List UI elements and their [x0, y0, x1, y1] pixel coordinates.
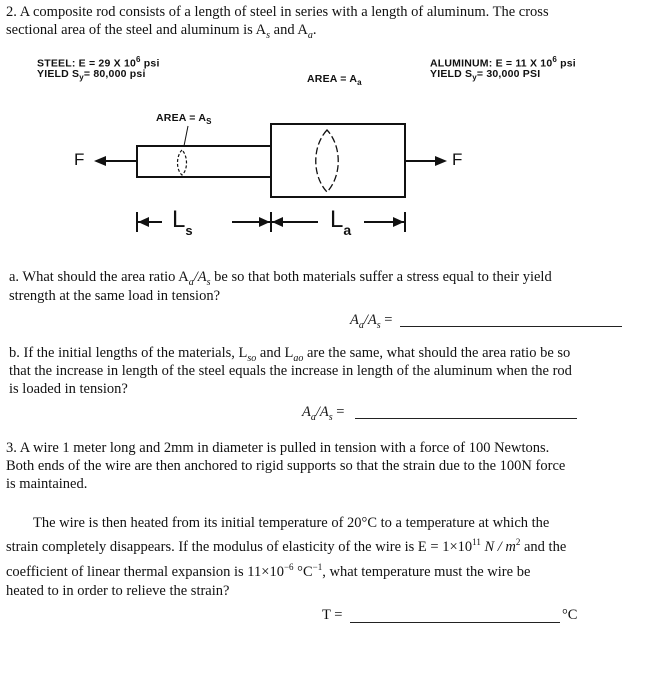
force-right-label: F [452, 150, 463, 169]
ls-arrow-left [138, 217, 149, 227]
steel-yield: YIELD $S_y= 80,000$ psi [37, 68, 146, 83]
part-b-answer-label: $A_a/A_s$ = [302, 404, 345, 423]
force-left-label: F [74, 150, 85, 169]
area-a-label: AREA = $A_a$ [307, 73, 362, 88]
steel-cross-section [178, 150, 187, 175]
area-s-label: AREA = $A_S$ [156, 112, 212, 127]
problem3-answer-blank[interactable] [350, 622, 560, 623]
part-b-question-line2: that the increase in length of the steel equals the increase in length of the aluminum when the rod [9, 363, 572, 379]
problem3-para2-line2: strain completely disappears. If the modulus of elasticity of the wire is $E = 1\times 10^{11}$ N / $m^2$ and the [6, 537, 567, 555]
problem3-line2: Both ends of the wire are then anchored to rigid supports so that the strain due to the 100N force [6, 458, 566, 474]
problem2-intro-line2: sectional area of the steel and aluminum is $A_s$ and $A_a$. [6, 22, 317, 41]
problem3-line1: 3. A wire 1 meter long and 2mm in diameter is pulled in tension with a force of 100 Newtons. [6, 440, 550, 456]
part-b-question-line3: is loaded in tension? [9, 381, 128, 397]
right-force-arrowhead [435, 156, 447, 166]
length-s-label: $L_s$ [172, 206, 193, 238]
problem3-para2-line3: coefficient of linear thermal expansion is $11\times 10^{-6}$ $^\circ C^{-1}$, what temperature must the wire be [6, 562, 531, 580]
steel-section [137, 146, 271, 177]
steel-modulus: STEEL: E = 29 X $10^6$ psi [37, 55, 160, 70]
problem3-answer-unit: °C [562, 607, 578, 623]
part-a-answer-label: $A_a/A_s$ = [350, 312, 393, 331]
part-a-answer-blank[interactable] [400, 326, 622, 327]
la-arrow-left [272, 217, 283, 227]
problem3-para2-line1: The wire is then heated from its initial temperature of 20°C to a temperature at which the [33, 515, 550, 531]
problem2-intro-line1: 2. A composite rod consists of a length of steel in series with a length of aluminum. The cross [6, 4, 549, 20]
part-b-answer-blank[interactable] [355, 418, 577, 419]
part-a-question-line1: a. What should the area ratio $A_a/A_s$ be so that both materials suffer a stress equal to their yield [9, 269, 552, 288]
problem3-answer-label: T = [322, 607, 343, 623]
part-a-question-line2: strength at the same load in tension? [9, 288, 221, 304]
part-b-question-line1: b. If the initial lengths of the materials, $L_{so}$ and $L_{ao}$ are the same, what should the area ratio be so [9, 345, 571, 364]
aluminum-cross-section [316, 130, 339, 192]
left-force-arrowhead [94, 156, 106, 166]
ls-arrow-right [259, 217, 270, 227]
composite-rod-diagram [0, 0, 671, 260]
problem3-para2-line4: heated to in order to relieve the strain? [6, 583, 230, 599]
la-arrow-right [393, 217, 404, 227]
problem3-line3: is maintained. [6, 476, 88, 492]
aluminum-modulus: ALUMINUM: E = 11 X $10^6$ psi [430, 55, 576, 70]
length-a-label: $L_a$ [330, 206, 352, 238]
aluminum-yield: YIELD $S_y= 30,000$ PSI [430, 68, 541, 83]
area-s-leader [184, 126, 188, 146]
